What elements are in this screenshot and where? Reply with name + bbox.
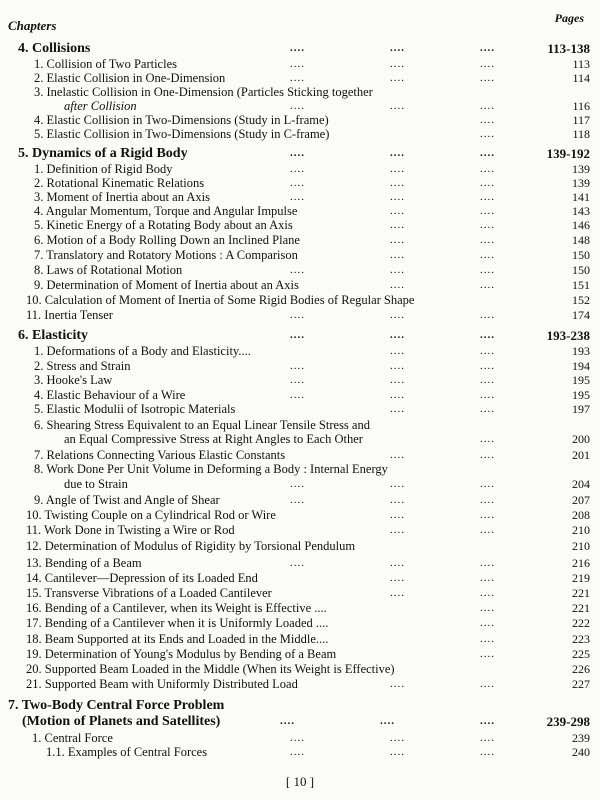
leader-dots: .... — [290, 58, 305, 70]
chapter-entry — [0, 698, 600, 714]
toc-entry — [0, 586, 600, 602]
page-ref: 207 — [572, 493, 590, 507]
entry-title: 8. Work Done Per Unit Volume in Deforming a Body : Internal Energy — [34, 462, 388, 476]
leader-dots: .... — [390, 205, 405, 217]
leader-dots: .... — [290, 42, 305, 54]
page-ref: 194 — [572, 359, 590, 373]
entry-title: after Collision — [64, 99, 137, 113]
page-ref: 151 — [572, 278, 590, 292]
leader-dots: .... — [480, 494, 495, 506]
page-ref: 114 — [572, 71, 590, 85]
leader-dots: .... — [290, 264, 305, 276]
toc-entry-continuation — [0, 477, 600, 493]
toc-entry — [0, 293, 600, 309]
leader-dots: .... — [480, 72, 495, 84]
toc-entry — [0, 278, 600, 294]
entry-title: 2. Rotational Kinematic Relations — [34, 176, 205, 190]
entry-title: 20. Supported Beam Loaded in the Middle (When its Weight is Effective) — [26, 662, 395, 676]
page-ref: 118 — [572, 127, 590, 141]
page-ref: 227 — [572, 677, 590, 691]
leader-dots: .... — [480, 360, 495, 372]
leader-dots: .... — [390, 191, 405, 203]
leader-dots: .... — [480, 648, 495, 660]
leader-dots: .... — [390, 279, 405, 291]
leader-dots: .... — [480, 572, 495, 584]
entry-title: 6. Elasticity — [18, 328, 88, 343]
leader-dots: .... — [480, 42, 495, 54]
leader-dots: .... — [390, 345, 405, 357]
entry-title: 5. Elastic Modulii of Isotropic Materials — [34, 402, 236, 416]
leader-dots: .... — [390, 374, 405, 386]
leader-dots: .... — [390, 478, 405, 490]
leader-dots: .... — [280, 715, 295, 727]
toc-entry — [0, 523, 600, 539]
leader-dots: .... — [480, 114, 495, 126]
leader-dots: .... — [290, 163, 305, 175]
leader-dots: .... — [390, 234, 405, 246]
leader-dots: .... — [390, 163, 405, 175]
chapters-heading: Chapters — [8, 18, 57, 33]
page-ref: 197 — [572, 402, 590, 416]
toc-entry — [0, 218, 600, 234]
leader-dots: .... — [480, 234, 495, 246]
toc-entry — [0, 556, 600, 572]
entry-title: 5. Dynamics of a Rigid Body — [18, 146, 188, 161]
leader-dots: .... — [480, 509, 495, 521]
entry-title: 1.1. Examples of Central Forces — [46, 745, 208, 759]
entry-title: an Equal Compressive Stress at Right Angles to Each Other — [64, 432, 363, 446]
leader-dots: .... — [290, 360, 305, 372]
leader-dots: .... — [480, 177, 495, 189]
leader-dots: .... — [480, 264, 495, 276]
leader-dots: .... — [390, 572, 405, 584]
leader-dots: .... — [480, 389, 495, 401]
leader-dots: .... — [390, 177, 405, 189]
leader-dots: .... — [290, 478, 305, 490]
leader-dots: .... — [480, 309, 495, 321]
entry-title: 10. Calculation of Moment of Inertia of Some Rigid Bodies of Regular Shape — [26, 293, 415, 307]
chapter-entry — [0, 146, 600, 162]
leader-dots: .... — [390, 219, 405, 231]
entry-title: 6. Shearing Stress Equivalent to an Equal Linear Tensile Stress and — [34, 418, 370, 432]
leader-dots: .... — [390, 249, 405, 261]
leader-dots: .... — [480, 249, 495, 261]
leader-dots: .... — [480, 147, 495, 159]
leader-dots: .... — [390, 449, 405, 461]
entry-title: 1. Definition of Rigid Body — [34, 162, 173, 176]
leader-dots: .... — [390, 557, 405, 569]
chapter-entry — [0, 41, 600, 57]
leader-dots: .... — [290, 389, 305, 401]
leader-dots: .... — [480, 279, 495, 291]
leader-dots: .... — [390, 587, 405, 599]
leader-dots: .... — [390, 58, 405, 70]
entry-title: 5. Kinetic Energy of a Rotating Body about an Axis — [34, 218, 293, 232]
leader-dots: .... — [390, 389, 405, 401]
leader-dots: .... — [290, 746, 305, 758]
page-ref: 139 — [572, 162, 590, 176]
entry-title: 1. Central Force — [32, 731, 113, 745]
entry-title: (Motion of Planets and Satellites) — [22, 714, 221, 729]
leader-dots: .... — [480, 602, 495, 614]
leader-dots: .... — [390, 309, 405, 321]
entry-title: 4. Collisions — [18, 41, 91, 56]
page-ref: 143 — [572, 204, 590, 218]
toc-entry — [0, 745, 600, 761]
toc-entry — [0, 248, 600, 264]
entry-title: 4. Elastic Behaviour of a Wire — [34, 388, 186, 402]
entry-title: 2. Elastic Collision in One-Dimension — [34, 71, 226, 85]
page-ref: 148 — [572, 233, 590, 247]
leader-dots: .... — [290, 100, 305, 112]
leader-dots: .... — [290, 72, 305, 84]
entry-title: 7. Two-Body Central Force Problem — [8, 698, 225, 713]
page-ref: 139-192 — [546, 146, 590, 161]
toc-entry — [0, 263, 600, 279]
page-ref: 201 — [572, 448, 590, 462]
leader-dots: .... — [390, 329, 405, 341]
leader-dots: .... — [390, 746, 405, 758]
toc-entry — [0, 539, 600, 555]
leader-dots: .... — [480, 191, 495, 203]
entry-title: 13. Bending of a Beam — [26, 556, 142, 570]
page-ref: 193-238 — [546, 328, 590, 343]
toc-entry — [0, 601, 600, 617]
leader-dots: .... — [290, 329, 305, 341]
leader-dots: .... — [480, 524, 495, 536]
toc-entry — [0, 508, 600, 524]
entry-title: 21. Supported Beam with Uniformly Distributed Load — [26, 677, 298, 691]
leader-dots: .... — [390, 147, 405, 159]
entry-title: 11. Work Done in Twisting a Wire or Rod — [26, 523, 235, 537]
page-ref: 239 — [572, 731, 590, 745]
entry-title: 18. Beam Supported at its Ends and Loaded in the Middle.... — [26, 632, 329, 646]
entry-title: 1. Deformations of a Body and Elasticity.... — [34, 344, 251, 358]
leader-dots: .... — [480, 100, 495, 112]
entry-title: 3. Inelastic Collision in One-Dimension (Particles Sticking together — [34, 85, 373, 99]
page-ref: 222 — [572, 616, 590, 630]
entry-title: 4. Angular Momentum, Torque and Angular Impulse — [34, 204, 298, 218]
leader-dots: .... — [480, 163, 495, 175]
toc-entry — [0, 373, 600, 389]
leader-dots: .... — [480, 219, 495, 231]
toc-entry — [0, 616, 600, 632]
page-ref: 210 — [572, 523, 590, 537]
leader-dots: .... — [290, 557, 305, 569]
leader-dots: .... — [480, 557, 495, 569]
leader-dots: .... — [480, 633, 495, 645]
page-ref: 139 — [572, 176, 590, 190]
entry-title: 17. Bending of a Cantilever when it is Uniformly Loaded .... — [26, 616, 329, 630]
leader-dots: .... — [480, 746, 495, 758]
page-ref: 152 — [572, 293, 590, 307]
page-ref: 113-138 — [547, 41, 590, 56]
chapter-entry — [0, 714, 600, 730]
page-ref: 219 — [572, 571, 590, 585]
leader-dots: .... — [480, 58, 495, 70]
entry-title: 1. Collision of Two Particles — [34, 57, 177, 71]
entry-title: 3. Hooke's Law — [34, 373, 113, 387]
entry-title: 5. Elastic Collision in Two-Dimensions (Study in C-frame) — [34, 127, 330, 141]
entry-title: 11. Inertia Tenser — [26, 308, 113, 322]
leader-dots: .... — [480, 587, 495, 599]
entry-title: 7. Relations Connecting Various Elastic Constants — [34, 448, 286, 462]
leader-dots: .... — [480, 329, 495, 341]
entry-title: 7. Translatory and Rotatory Motions : A Comparison — [34, 248, 298, 262]
entry-title: 12. Determination of Modulus of Rigidity by Torsional Pendulum — [26, 539, 356, 553]
page-ref: 146 — [572, 218, 590, 232]
pages-heading: Pages — [554, 11, 584, 25]
leader-dots: .... — [480, 433, 495, 445]
leader-dots: .... — [290, 177, 305, 189]
leader-dots: .... — [390, 42, 405, 54]
leader-dots: .... — [390, 732, 405, 744]
leader-dots: .... — [480, 732, 495, 744]
toc-entry — [0, 662, 600, 678]
leader-dots: .... — [390, 524, 405, 536]
page-ref: 226 — [572, 662, 590, 676]
page-ref: 193 — [572, 344, 590, 358]
toc-entry — [0, 462, 600, 478]
leader-dots: .... — [480, 374, 495, 386]
toc-entry — [0, 647, 600, 663]
chapter-entry — [0, 328, 600, 344]
toc-entry — [0, 344, 600, 360]
page-ref: 116 — [572, 99, 590, 113]
entry-title: due to Strain — [64, 477, 128, 491]
leader-dots: .... — [480, 478, 495, 490]
page-ref: 195 — [572, 388, 590, 402]
entry-title: 9. Angle of Twist and Angle of Shear — [34, 493, 220, 507]
page-ref: 223 — [572, 632, 590, 646]
page-ref: 221 — [572, 601, 590, 615]
leader-dots: .... — [390, 360, 405, 372]
leader-dots: .... — [480, 403, 495, 415]
leader-dots: .... — [290, 732, 305, 744]
page-ref: 150 — [572, 248, 590, 262]
toc-entry — [0, 632, 600, 648]
leader-dots: .... — [290, 374, 305, 386]
page-ref: 200 — [572, 432, 590, 446]
page-ref: 210 — [572, 539, 590, 553]
page-ref: 216 — [572, 556, 590, 570]
leader-dots: .... — [480, 345, 495, 357]
toc-entry — [0, 308, 600, 324]
leader-dots: .... — [290, 309, 305, 321]
leader-dots: .... — [480, 449, 495, 461]
page-ref: 208 — [572, 508, 590, 522]
leader-dots: .... — [390, 403, 405, 415]
leader-dots: .... — [480, 715, 495, 727]
leader-dots: .... — [390, 264, 405, 276]
page-ref: 239-298 — [546, 714, 590, 729]
leader-dots: .... — [380, 715, 395, 727]
entry-title: 8. Laws of Rotational Motion — [34, 263, 183, 277]
entry-title: 16. Bending of a Cantilever, when its Weight is Effective .... — [26, 601, 327, 615]
page-ref: 225 — [572, 647, 590, 661]
toc-entry — [0, 493, 600, 509]
toc-entry — [0, 571, 600, 587]
entry-title: 4. Elastic Collision in Two-Dimensions (Study in L-frame) — [34, 113, 329, 127]
page-ref: 240 — [572, 745, 590, 759]
leader-dots: .... — [390, 678, 405, 690]
leader-dots: .... — [290, 147, 305, 159]
leader-dots: .... — [390, 509, 405, 521]
entry-title: 2. Stress and Strain — [34, 359, 131, 373]
leader-dots: .... — [480, 205, 495, 217]
toc-entry-continuation — [0, 432, 600, 448]
page-ref: 113 — [572, 57, 590, 71]
entry-title: 15. Transverse Vibrations of a Loaded Cantilever — [26, 586, 272, 600]
page-ref: 117 — [572, 113, 590, 127]
entry-title: 14. Cantilever—Depression of its Loaded End — [26, 571, 258, 585]
entry-title: 19. Determination of Young's Modulus by Bending of a Beam — [26, 647, 337, 661]
page-ref: 195 — [572, 373, 590, 387]
leader-dots: .... — [290, 191, 305, 203]
toc-entry — [0, 677, 600, 693]
leader-dots: .... — [480, 617, 495, 629]
leader-dots: .... — [390, 72, 405, 84]
toc-entry — [0, 127, 600, 143]
leader-dots: .... — [390, 100, 405, 112]
page-number: [ 10 ] — [285, 774, 315, 789]
page-ref: 204 — [572, 477, 590, 491]
leader-dots: .... — [480, 678, 495, 690]
toc-entry — [0, 233, 600, 249]
page-ref: 150 — [572, 263, 590, 277]
leader-dots: .... — [480, 128, 495, 140]
entry-title: 6. Motion of a Body Rolling Down an Inclined Plane — [34, 233, 300, 247]
leader-dots: .... — [290, 494, 305, 506]
page-ref: 141 — [572, 190, 590, 204]
page-ref: 174 — [572, 308, 590, 322]
entry-title: 9. Determination of Moment of Inertia about an Axis — [34, 278, 299, 292]
page-ref: 221 — [572, 586, 590, 600]
entry-title: 3. Moment of Inertia about an Axis — [34, 190, 211, 204]
entry-title: 10. Twisting Couple on a Cylindrical Rod or Wire — [26, 508, 276, 522]
leader-dots: .... — [390, 494, 405, 506]
toc-entry — [0, 402, 600, 418]
